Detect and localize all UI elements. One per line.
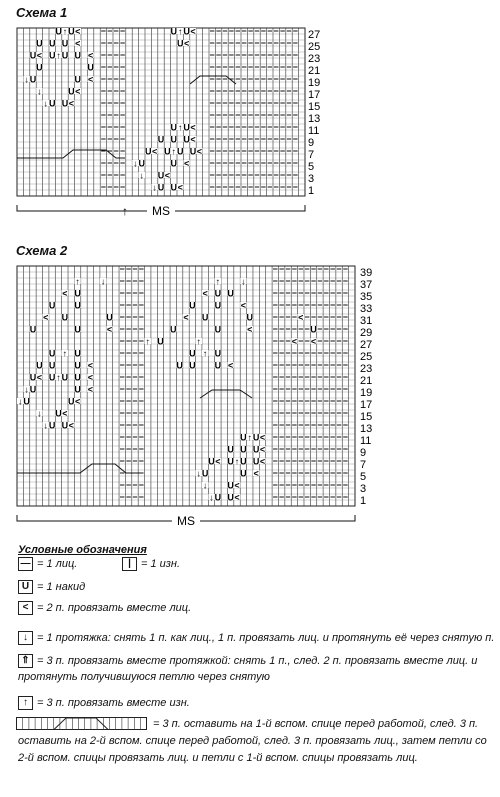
stitch-symbol: U — [23, 396, 30, 407]
stitch-symbol: U — [74, 384, 81, 395]
stitch-symbol: U — [214, 492, 222, 503]
stitch-symbol: U — [48, 38, 56, 49]
stitch-symbol: ↓ — [139, 170, 145, 181]
stitch-symbol: < — [75, 26, 81, 37]
stitch-symbol: U — [227, 288, 234, 299]
stitch-symbol: U — [157, 134, 165, 145]
row-number: 7 — [308, 149, 315, 161]
stitch-symbol: U — [48, 372, 56, 383]
stitch-symbol: < — [68, 420, 74, 431]
stitch-symbol: < — [183, 312, 189, 323]
stitch-symbol: ↓ — [209, 492, 214, 503]
stitch-symbol: U — [240, 432, 247, 443]
stitch-symbol: U — [61, 420, 69, 431]
k2tog-symbol: < — [18, 601, 33, 615]
stitch-symbol: ↓ — [43, 98, 49, 109]
stitch-symbol: < — [87, 372, 93, 383]
stitch-symbol: < — [291, 336, 298, 347]
stitch-symbol: U — [61, 98, 69, 109]
stitch-symbol: U — [36, 360, 43, 371]
stitch-symbol: < — [259, 456, 266, 467]
stitch-symbol: U — [29, 384, 37, 395]
stitch-symbol: U — [227, 492, 234, 503]
row-number: 27 — [360, 339, 373, 351]
row-number: 33 — [360, 303, 373, 315]
row-number: 35 — [360, 291, 373, 303]
row-number: 9 — [360, 447, 367, 459]
stitch-symbol: < — [183, 158, 190, 169]
stitch-symbol: U — [61, 38, 69, 49]
row-number: 13 — [308, 113, 321, 125]
stitch-symbol: U — [189, 348, 196, 359]
ms-label: MS — [152, 204, 170, 218]
stitch-symbol: < — [190, 122, 196, 133]
stitch-symbol: U — [55, 26, 62, 37]
stitch-symbol: ↓ — [37, 86, 42, 97]
stitch-symbol: U — [74, 324, 81, 335]
legend-sk2p-cont: протянуть получившуюся петлю через снятую — [18, 671, 270, 683]
purl-symbol: | — [122, 557, 137, 571]
stitch-symbol: < — [75, 86, 81, 97]
row-number: 17 — [308, 89, 321, 101]
yarn-over-symbol: U — [18, 580, 33, 594]
row-number: 39 — [360, 267, 373, 279]
row-number: 25 — [360, 351, 373, 363]
stitch-symbol: U — [183, 122, 190, 133]
stitch-symbol: U — [157, 336, 164, 347]
legend-cable-2: оставить на 2-й вспом. спице перед работой, след. 3 п. провязать лиц., затем петли со — [18, 735, 487, 747]
stitch-symbol: ↓ — [24, 384, 29, 395]
stitch-symbol: U — [68, 26, 75, 37]
stitch-symbol: U — [170, 158, 178, 169]
stitch-symbol: < — [87, 360, 93, 371]
stitch-symbol: < — [228, 360, 234, 371]
stitch-symbol: < — [87, 50, 94, 61]
row-number: 7 — [360, 459, 367, 471]
stitch-symbol: U — [176, 360, 183, 371]
stitch-symbol: ↑ — [177, 26, 183, 37]
stitch-symbol: U — [55, 408, 62, 419]
sk2p-symbol: ⇑ — [18, 654, 33, 668]
stitch-symbol: U — [214, 324, 222, 335]
stitch-symbol: U — [214, 300, 222, 311]
scheme1-title: Схема 1 — [16, 5, 68, 20]
stitch-symbol: < — [36, 50, 43, 61]
stitch-symbol: U — [176, 38, 184, 49]
stitch-symbol: U — [48, 50, 56, 61]
row-number: 31 — [360, 315, 373, 327]
stitch-symbol: < — [253, 468, 259, 479]
legend-ssk: = 1 протяжка: снять 1 п. как лиц., 1 п. провязать лиц. и протянуть её через снятую п. — [37, 632, 495, 644]
stitch-symbol: U — [201, 312, 209, 323]
stitch-symbol: < — [74, 396, 81, 407]
stitch-symbol: ↓ — [37, 408, 42, 419]
stitch-symbol: ↑ — [56, 372, 61, 383]
stitch-symbol: ↓ — [152, 182, 157, 193]
stitch-symbol: ↑ — [202, 348, 208, 359]
legend-k2tog: = 2 п. провязать вместе лиц. — [37, 602, 192, 614]
stitch-symbol: U — [252, 456, 260, 467]
stitch-symbol: < — [234, 480, 240, 491]
stitch-symbol: U — [227, 456, 234, 467]
stitch-symbol: < — [164, 170, 171, 181]
stitch-symbol: U — [29, 372, 37, 383]
stitch-symbol: ↓ — [24, 74, 29, 85]
stitch-symbol: U — [183, 26, 190, 37]
stitch-symbol: U — [74, 348, 81, 359]
stitch-symbol: U — [246, 312, 254, 323]
row-number: 25 — [308, 41, 321, 53]
row-number: 1 — [308, 185, 315, 197]
stitch-symbol: < — [202, 288, 208, 299]
stitch-symbol: U — [214, 360, 222, 371]
stitch-symbol: U — [240, 456, 247, 467]
row-number: 1 — [360, 495, 367, 507]
legend-cable-3: 2-й вспом. спицы провязать лиц. и петли с 1-й вспом. спицы провязать лиц. — [18, 752, 418, 764]
row-number: 19 — [308, 77, 321, 89]
stitch-symbol: < — [247, 324, 253, 335]
stitch-symbol: < — [106, 324, 113, 335]
cable-symbol — [16, 716, 156, 732]
row-number: 23 — [308, 53, 321, 65]
stitch-symbol: U — [227, 444, 234, 455]
stitch-symbol: ↑ — [234, 456, 240, 467]
p3tog-symbol: ↑ — [18, 696, 33, 710]
stitch-symbol: ↓ — [241, 276, 246, 287]
stitch-symbol: ↑ — [215, 276, 221, 287]
stitch-symbol: U — [48, 98, 56, 109]
row-number: 23 — [360, 363, 373, 375]
stitch-symbol: U — [74, 360, 81, 371]
stitch-symbol: U — [252, 444, 260, 455]
stitch-symbol: ↑ — [171, 146, 177, 157]
stitch-symbol: U — [170, 182, 178, 193]
stitch-symbol: ↑ — [145, 336, 150, 347]
stitch-symbol: U — [169, 324, 177, 335]
stitch-symbol: U — [138, 158, 146, 169]
stitch-symbol: U — [189, 360, 196, 371]
stitch-symbol: < — [259, 444, 266, 455]
stitch-symbol: U — [189, 300, 196, 311]
row-number: 21 — [360, 375, 373, 387]
stitch-symbol: U — [310, 324, 317, 335]
stitch-symbol: ↓ — [133, 158, 138, 169]
stitch-symbol: U — [208, 456, 215, 467]
stitch-symbol: < — [190, 26, 196, 37]
row-number: 27 — [308, 29, 321, 41]
stitch-symbol: U — [144, 146, 152, 157]
row-number: 19 — [360, 387, 373, 399]
stitch-symbol: < — [259, 432, 266, 443]
stitch-symbol: < — [151, 146, 158, 157]
row-number: 5 — [308, 161, 315, 173]
stitch-symbol: U — [36, 62, 43, 73]
stitch-symbol: U — [61, 372, 69, 383]
stitch-symbol: < — [75, 38, 81, 49]
start-arrow: ↑ — [122, 204, 128, 218]
stitch-symbol: < — [36, 372, 42, 383]
stitch-symbol: U — [74, 74, 82, 85]
stitch-symbol: U — [74, 50, 82, 61]
row-number: 5 — [360, 471, 367, 483]
row-number: 21 — [308, 65, 321, 77]
stitch-symbol: U — [68, 86, 75, 97]
stitch-symbol: U — [29, 50, 37, 61]
stitch-symbol: U — [29, 324, 37, 335]
stitch-symbol: ↓ — [100, 276, 106, 287]
row-number: 15 — [308, 101, 321, 113]
stitch-symbol: U — [48, 360, 56, 371]
row-number: 9 — [308, 137, 315, 149]
row-number: 11 — [360, 435, 372, 447]
stitch-symbol: < — [234, 492, 240, 503]
ssk-symbol: ↓ — [18, 631, 33, 645]
stitch-symbol: U — [74, 288, 81, 299]
row-number: 3 — [308, 173, 315, 185]
stitch-symbol: U — [189, 146, 197, 157]
stitch-symbol: U — [61, 50, 69, 61]
stitch-symbol: ↓ — [43, 420, 48, 431]
stitch-symbol: U — [214, 288, 222, 299]
stitch-symbol: < — [240, 300, 247, 311]
stitch-symbol: ↑ — [177, 122, 183, 133]
stitch-symbol: U — [252, 432, 260, 443]
stitch-symbol: ↑ — [75, 276, 80, 287]
stitch-symbol: U — [170, 122, 178, 133]
stitch-symbol: ↑ — [62, 348, 68, 359]
row-number: 29 — [360, 327, 373, 339]
stitch-symbol: U — [157, 182, 165, 193]
legend-sk2p: = 3 п. провязать вместе протяжкой: снять 1 п., след. 2 п. провязать вместе лиц. и — [37, 655, 478, 667]
stitch-symbol: < — [310, 336, 317, 347]
stitch-symbol: ↑ — [56, 50, 61, 61]
row-number: 15 — [360, 411, 373, 423]
stitch-symbol: < — [68, 98, 75, 109]
stitch-symbol: < — [43, 312, 49, 323]
stitch-symbol: U — [240, 444, 247, 455]
stitch-symbol: U — [48, 348, 56, 359]
stitch-symbol: ↑ — [247, 432, 253, 443]
stitch-symbol: U — [36, 38, 43, 49]
stitch-symbol: U — [170, 134, 178, 145]
stitch-symbol: < — [215, 456, 221, 467]
stitch-symbol: ↓ — [17, 396, 23, 407]
row-number: 37 — [360, 279, 373, 291]
row-number: 11 — [308, 125, 320, 137]
stitch-symbol: < — [298, 312, 304, 323]
stitch-symbol: U — [87, 62, 94, 73]
row-number: 3 — [360, 483, 367, 495]
legend-yarn-over: = 1 накид — [37, 581, 86, 593]
stitch-symbol: < — [196, 146, 203, 157]
row-number: 17 — [360, 399, 373, 411]
stitch-symbol: U — [48, 300, 56, 311]
legend-knit: = 1 лиц. — [37, 558, 78, 570]
stitch-symbol: ↓ — [202, 480, 208, 491]
stitch-symbol: U — [74, 372, 81, 383]
legend-purl: = 1 изн. — [141, 558, 180, 570]
stitch-symbol: U — [201, 468, 209, 479]
stitch-symbol: < — [87, 74, 94, 85]
stitch-symbol: U — [170, 26, 178, 37]
stitch-symbol: U — [176, 146, 184, 157]
stitch-symbol: < — [62, 288, 68, 299]
stitch-symbol: U — [164, 146, 171, 157]
stitch-symbol: U — [157, 170, 165, 181]
stitch-symbol: U — [106, 312, 113, 323]
stitch-symbol: U — [67, 396, 75, 407]
legend-cable-1: = 3 п. оставить на 1-й вспом. спице перед работой, след. 3 п. — [153, 718, 479, 730]
stitch-symbol: U — [183, 134, 190, 145]
ms-label: MS — [177, 514, 195, 528]
stitch-symbol: U — [227, 480, 234, 491]
knit-symbol: — — [18, 557, 33, 571]
legend-p3tog: = 3 п. провязать вместе изн. — [37, 697, 190, 709]
stitch-symbol: ↓ — [196, 468, 202, 479]
stitch-symbol: U — [240, 468, 247, 479]
stitch-symbol: ↑ — [62, 26, 68, 37]
stitch-symbol: U — [29, 74, 37, 85]
stitch-symbol: < — [190, 134, 196, 145]
stitch-symbol: U — [61, 312, 69, 323]
legend-heading: Условные обозначения — [18, 544, 147, 556]
stitch-symbol: U — [48, 420, 56, 431]
stitch-symbol: < — [183, 38, 190, 49]
stitch-symbol: < — [87, 384, 93, 395]
row-number: 13 — [360, 423, 373, 435]
stitch-symbol: < — [62, 408, 68, 419]
stitch-symbol: U — [214, 348, 222, 359]
stitch-symbol: U — [74, 300, 81, 311]
stitch-symbol: ↑ — [196, 336, 202, 347]
stitch-symbol: < — [177, 182, 183, 193]
scheme2-title: Схема 2 — [16, 243, 68, 258]
